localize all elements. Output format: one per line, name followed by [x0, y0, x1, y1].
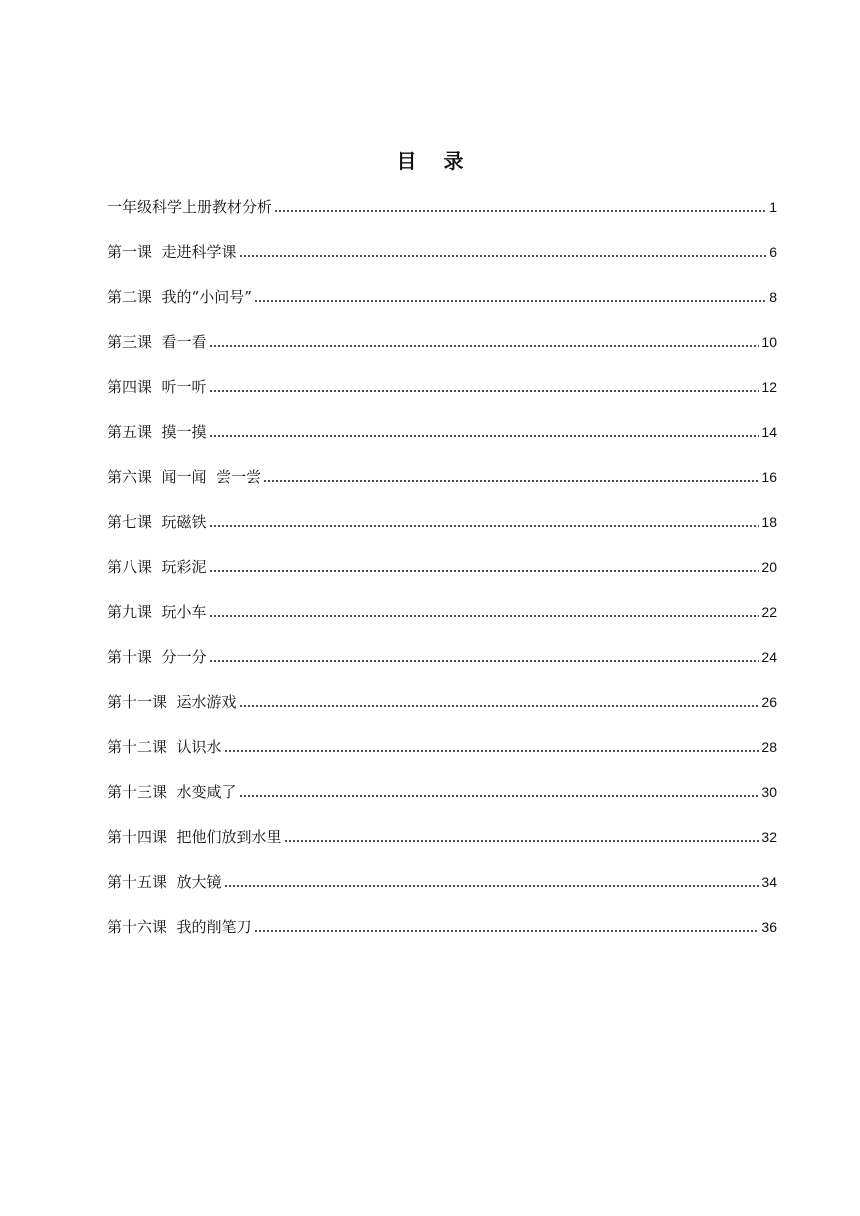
toc-entry[interactable]: [107, 374, 777, 419]
dot-leader: [209, 615, 760, 617]
dot-leader: [274, 210, 767, 212]
toc-entry-label: 第三课 看一看: [107, 333, 207, 351]
toc-entry[interactable]: [107, 194, 777, 239]
toc-entry[interactable]: [107, 464, 777, 509]
toc-entry[interactable]: [107, 554, 777, 599]
toc-entry[interactable]: [107, 824, 777, 869]
toc-entry[interactable]: [107, 644, 777, 689]
toc-entry-page: 36: [761, 919, 777, 935]
toc-entry-label: 第十一课 运水游戏: [107, 693, 237, 711]
toc-entry-page: 14: [761, 424, 777, 440]
dot-leader: [263, 480, 759, 482]
dot-leader: [254, 300, 767, 302]
toc-entry-label: 第七课 玩磁铁: [107, 513, 207, 531]
toc-entry-page: 10: [761, 334, 777, 350]
dot-leader: [209, 345, 760, 347]
dot-leader: [224, 750, 760, 752]
toc-entry[interactable]: [107, 284, 777, 329]
toc-entry-label: 第八课 玩彩泥: [107, 558, 207, 576]
toc-entry-page: 6: [769, 244, 777, 260]
toc-entry[interactable]: [107, 419, 777, 464]
toc-entry[interactable]: [107, 239, 777, 284]
toc-entry[interactable]: [107, 734, 777, 779]
toc-entry-label: 第十五课 放大镜: [107, 873, 222, 891]
toc-entry-label: 第十四课 把他们放到水里: [107, 828, 282, 846]
toc-entry-label: 第五课 摸一摸: [107, 423, 207, 441]
toc-title: 目 录: [396, 149, 474, 173]
dot-leader: [209, 525, 760, 527]
toc-entry-label: 第十二课 认识水: [107, 738, 222, 756]
toc-entry-page: 22: [761, 604, 777, 620]
toc-entry-page: 12: [761, 379, 777, 395]
toc-entry-page: 26: [761, 694, 777, 710]
toc-entry-page: 8: [769, 289, 777, 305]
dot-leader: [239, 255, 768, 257]
dot-leader: [224, 885, 760, 887]
toc-entry[interactable]: [107, 914, 777, 959]
toc-entry-page: 24: [761, 649, 777, 665]
toc-entry-page: 32: [761, 829, 777, 845]
toc-entry-label: 第十六课 我的削笔刀: [107, 918, 252, 936]
dot-leader: [209, 660, 760, 662]
toc-entry-label: 第十课 分一分: [107, 648, 207, 666]
toc-list: [107, 194, 777, 959]
toc-entry-page: 30: [761, 784, 777, 800]
toc-entry-label: 第九课 玩小车: [107, 603, 207, 621]
toc-entry-page: 28: [761, 739, 777, 755]
toc-entry-page: 16: [761, 469, 777, 485]
toc-entry[interactable]: [107, 779, 777, 824]
toc-entry[interactable]: [107, 689, 777, 734]
toc-entry[interactable]: [107, 509, 777, 554]
dot-leader: [254, 930, 760, 932]
toc-entry-label: 第一课 走进科学课: [107, 243, 237, 261]
toc-entry-page: 1: [769, 199, 777, 215]
dot-leader: [239, 795, 760, 797]
toc-entry-label: 第六课 闻一闻 尝一尝: [107, 468, 262, 486]
toc-entry-label: 第十三课 水变咸了: [107, 783, 237, 801]
toc-entry[interactable]: [107, 869, 777, 914]
toc-entry-label: 第四课 听一听: [107, 378, 207, 396]
toc-entry-label: 第二课 我的“小问号”: [107, 288, 252, 306]
toc-entry[interactable]: [107, 599, 777, 644]
toc-entry-page: 34: [761, 874, 777, 890]
dot-leader: [209, 390, 760, 392]
dot-leader: [284, 840, 760, 842]
toc-entry-page: 20: [761, 559, 777, 575]
toc-entry[interactable]: [107, 329, 777, 374]
dot-leader: [239, 705, 760, 707]
toc-entry-page: 18: [761, 514, 777, 530]
dot-leader: [209, 570, 760, 572]
toc-entry-label: 一年级科学上册教材分析: [107, 198, 273, 216]
dot-leader: [209, 435, 760, 437]
